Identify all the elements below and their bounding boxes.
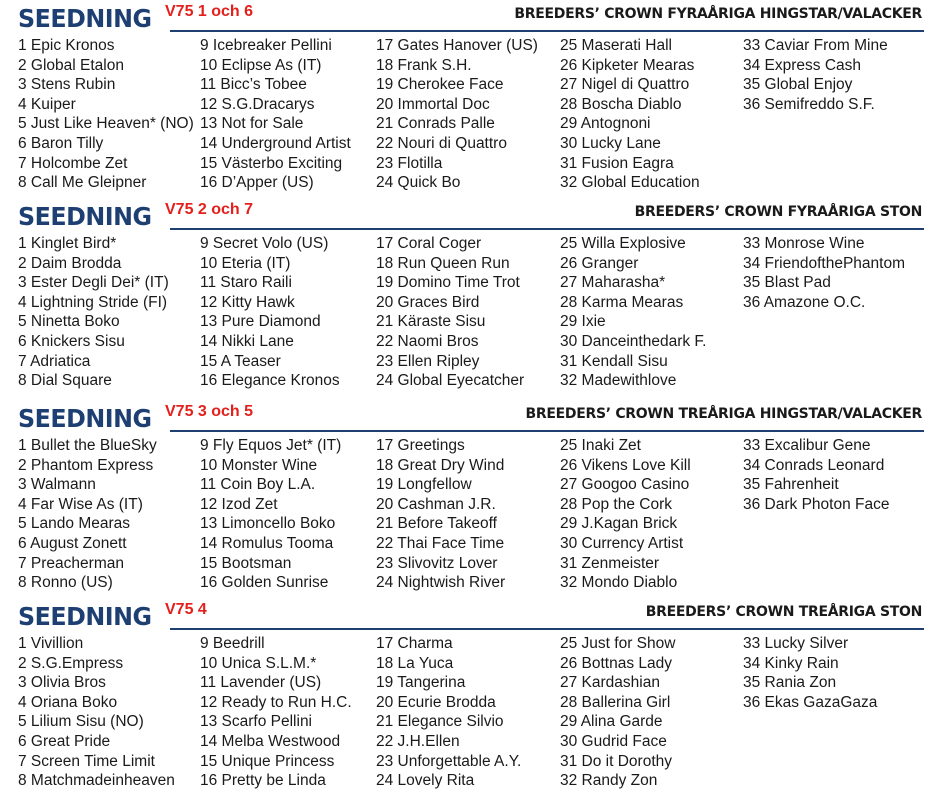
entry-column bbox=[18, 634, 175, 791]
list-item: 27 Nigel di Quattro bbox=[560, 76, 690, 94]
race-label: V75 4 bbox=[165, 601, 207, 618]
list-item: 11 Staro Raili bbox=[200, 274, 292, 292]
list-item: 31 Zenmeister bbox=[560, 554, 660, 572]
list-item: 19 Longfellow bbox=[376, 476, 472, 494]
list-item: 28 Pop the Cork bbox=[560, 495, 673, 513]
entry-column bbox=[376, 234, 524, 391]
list-item: 26 Kipketer Mearas bbox=[560, 56, 695, 74]
entry-column bbox=[376, 36, 538, 193]
list-item: 34 Express Cash bbox=[743, 56, 862, 74]
entry-column bbox=[560, 36, 700, 193]
list-item: 35 Global Enjoy bbox=[743, 76, 853, 94]
list-item: 22 Naomi Bros bbox=[376, 332, 479, 350]
list-item: 17 Gates Hanover (US) bbox=[376, 37, 538, 54]
entry-column bbox=[376, 634, 521, 791]
section-heading: SEEDNING bbox=[18, 404, 152, 433]
entry-column bbox=[560, 634, 675, 791]
entry-column bbox=[743, 234, 905, 312]
list-item: 11 Bicc’s Tobee bbox=[200, 76, 307, 94]
list-item: 17 Greetings bbox=[376, 437, 465, 454]
list-item: 4 Far Wise As (IT) bbox=[18, 495, 143, 513]
section-title: BREEDERS’ CROWN FYRAÅRIGA HINGSTAR/VALACKER bbox=[514, 6, 922, 22]
list-item: 35 Fahrenheit bbox=[743, 476, 839, 494]
list-item: 7 Holcombe Zet bbox=[18, 154, 128, 172]
list-item: 11 Lavender (US) bbox=[200, 674, 322, 692]
list-item: 19 Cherokee Face bbox=[376, 76, 504, 94]
list-item: 29 Ixie bbox=[560, 313, 606, 331]
list-item: 8 Matchmadeinheaven bbox=[18, 772, 175, 790]
list-item: 35 Rania Zon bbox=[743, 674, 837, 692]
list-item: 36 Amazone O.C. bbox=[743, 293, 866, 311]
list-item: 6 Great Pride bbox=[18, 732, 111, 750]
list-item: 9 Fly Equos Jet* (IT) bbox=[200, 437, 342, 454]
list-item: 36 Semifreddo S.F. bbox=[743, 95, 875, 113]
entry-column bbox=[200, 36, 351, 193]
list-item: 6 Knickers Sisu bbox=[18, 332, 125, 350]
list-item: 32 Randy Zon bbox=[560, 772, 658, 790]
list-item: 17 Coral Coger bbox=[376, 235, 482, 252]
list-item: 28 Boscha Diablo bbox=[560, 95, 682, 113]
list-item: 1 Kinglet Bird* bbox=[18, 235, 117, 252]
entry-column bbox=[560, 436, 691, 593]
list-item: 7 Preacherman bbox=[18, 554, 124, 572]
list-item: 14 Underground Artist bbox=[200, 134, 351, 152]
list-item: 3 Ester Degli Dei* (IT) bbox=[18, 274, 169, 292]
list-item: 14 Nikki Lane bbox=[200, 332, 294, 350]
list-item: 2 Daim Brodda bbox=[18, 254, 122, 272]
list-item: 36 Ekas GazaGaza bbox=[743, 693, 878, 711]
list-item: 4 Lightning Stride (FI) bbox=[18, 293, 168, 311]
list-item: 30 Danceinthedark F. bbox=[560, 332, 707, 350]
list-item: 17 Charma bbox=[376, 635, 453, 652]
list-item: 10 Unica S.L.M.* bbox=[200, 654, 317, 672]
list-item: 23 Ellen Ripley bbox=[376, 352, 480, 370]
list-item: 10 Monster Wine bbox=[200, 456, 318, 474]
list-item: 1 Bullet the BlueSky bbox=[18, 437, 157, 454]
list-item: 16 Elegance Kronos bbox=[200, 372, 340, 390]
list-item: 20 Ecurie Brodda bbox=[376, 693, 496, 711]
seedning-section bbox=[0, 400, 932, 600]
list-item: 8 Call Me Gleipner bbox=[18, 174, 147, 192]
list-item: 8 Dial Square bbox=[18, 372, 112, 390]
list-item: 10 Eclipse As (IT) bbox=[200, 56, 322, 74]
list-item: 15 A Teaser bbox=[200, 352, 281, 370]
list-item: 24 Global Eyecatcher bbox=[376, 372, 525, 390]
list-item: 27 Maharasha* bbox=[560, 274, 666, 292]
list-item: 25 Just for Show bbox=[560, 635, 676, 652]
list-item: 20 Graces Bird bbox=[376, 293, 480, 311]
list-item: 7 Screen Time Limit bbox=[18, 752, 155, 770]
list-item: 4 Kuiper bbox=[18, 95, 76, 113]
list-item: 30 Lucky Lane bbox=[560, 134, 661, 152]
list-item: 12 Ready to Run H.C. bbox=[200, 693, 352, 711]
list-item: 33 Excalibur Gene bbox=[743, 437, 871, 454]
list-item: 27 Googoo Casino bbox=[560, 476, 690, 494]
entry-column bbox=[743, 634, 877, 712]
list-item: 1 Vivillion bbox=[18, 635, 84, 652]
divider bbox=[170, 30, 924, 32]
list-item: 31 Do it Dorothy bbox=[560, 752, 672, 770]
list-item: 22 Thai Face Time bbox=[376, 534, 505, 552]
list-item: 26 Granger bbox=[560, 254, 639, 272]
list-item: 23 Flotilla bbox=[376, 154, 443, 172]
list-item: 18 Run Queen Run bbox=[376, 254, 510, 272]
list-item: 21 Conrads Palle bbox=[376, 115, 495, 133]
divider bbox=[170, 628, 924, 630]
list-item: 25 Willa Explosive bbox=[560, 235, 686, 252]
list-item: 21 Before Takeoff bbox=[376, 515, 497, 533]
entry-column bbox=[18, 36, 194, 193]
list-item: 24 Nightwish River bbox=[376, 574, 506, 592]
race-label: V75 2 och 7 bbox=[165, 201, 254, 218]
list-item: 16 Pretty be Linda bbox=[200, 772, 326, 790]
list-item: 8 Ronno (US) bbox=[18, 574, 113, 592]
divider bbox=[170, 430, 924, 432]
entry-column bbox=[376, 436, 505, 593]
entry-column bbox=[200, 634, 352, 791]
list-item: 32 Madewithlove bbox=[560, 372, 677, 390]
list-item: 27 Kardashian bbox=[560, 674, 660, 692]
list-item: 2 S.G.Empress bbox=[18, 654, 124, 672]
list-item: 4 Oriana Boko bbox=[18, 693, 118, 711]
list-item: 34 FriendofthePhantom bbox=[743, 254, 905, 272]
list-item: 16 D’Apper (US) bbox=[200, 174, 314, 192]
list-item: 9 Beedrill bbox=[200, 635, 265, 652]
list-item: 14 Romulus Tooma bbox=[200, 534, 334, 552]
list-item: 18 Great Dry Wind bbox=[376, 456, 505, 474]
list-item: 34 Kinky Rain bbox=[743, 654, 839, 672]
list-item: 13 Pure Diamond bbox=[200, 313, 321, 331]
seedning-section bbox=[0, 598, 932, 798]
list-item: 15 Västerbo Exciting bbox=[200, 154, 343, 172]
list-item: 24 Lovely Rita bbox=[376, 772, 475, 790]
entry-column bbox=[743, 436, 889, 514]
list-item: 29 Antognoni bbox=[560, 115, 651, 133]
list-item: 19 Domino Time Trot bbox=[376, 274, 520, 292]
list-item: 2 Phantom Express bbox=[18, 456, 154, 474]
list-item: 14 Melba Westwood bbox=[200, 732, 341, 750]
entry-column bbox=[743, 36, 888, 114]
list-item: 22 J.H.Ellen bbox=[376, 732, 460, 750]
list-item: 12 Kitty Hawk bbox=[200, 293, 295, 311]
list-item: 3 Stens Rubin bbox=[18, 76, 116, 94]
entry-column bbox=[560, 234, 706, 391]
list-item: 2 Global Etalon bbox=[18, 56, 124, 74]
entry-column bbox=[18, 436, 157, 593]
list-item: 7 Adriatica bbox=[18, 352, 91, 370]
race-label: V75 3 och 5 bbox=[165, 403, 254, 420]
entry-column bbox=[200, 234, 340, 391]
list-item: 15 Unique Princess bbox=[200, 752, 335, 770]
list-item: 18 La Yuca bbox=[376, 654, 454, 672]
race-label: V75 1 och 6 bbox=[165, 3, 254, 20]
list-item: 12 Izod Zet bbox=[200, 495, 278, 513]
list-item: 31 Kendall Sisu bbox=[560, 352, 668, 370]
list-item: 9 Icebreaker Pellini bbox=[200, 37, 332, 54]
entry-column bbox=[200, 436, 341, 593]
list-item: 6 August Zonett bbox=[18, 534, 127, 552]
list-item: 32 Global Education bbox=[560, 174, 700, 192]
section-heading: SEEDNING bbox=[18, 602, 152, 631]
list-item: 5 Just Like Heaven* (NO) bbox=[18, 115, 194, 133]
list-item: 32 Mondo Diablo bbox=[560, 574, 678, 592]
list-item: 18 Frank S.H. bbox=[376, 56, 472, 74]
entry-column bbox=[18, 234, 169, 391]
list-item: 33 Lucky Silver bbox=[743, 635, 849, 652]
list-item: 25 Inaki Zet bbox=[560, 437, 641, 454]
list-item: 31 Fusion Eagra bbox=[560, 154, 674, 172]
list-item: 33 Caviar From Mine bbox=[743, 37, 888, 54]
list-item: 12 S.G.Dracarys bbox=[200, 95, 315, 113]
list-item: 29 J.Kagan Brick bbox=[560, 515, 678, 533]
list-item: 3 Olivia Bros bbox=[18, 674, 106, 692]
divider bbox=[170, 228, 924, 230]
list-item: 28 Ballerina Girl bbox=[560, 693, 671, 711]
section-heading: SEEDNING bbox=[18, 202, 152, 231]
list-item: 16 Golden Sunrise bbox=[200, 574, 329, 592]
list-item: 21 Käraste Sisu bbox=[376, 313, 486, 331]
section-title: BREEDERS’ CROWN TREÅRIGA STON bbox=[645, 604, 922, 620]
section-title: BREEDERS’ CROWN TREÅRIGA HINGSTAR/VALACKER bbox=[525, 406, 922, 422]
list-item: 36 Dark Photon Face bbox=[743, 495, 890, 513]
list-item: 1 Epic Kronos bbox=[18, 37, 115, 54]
list-item: 21 Elegance Silvio bbox=[376, 713, 504, 731]
list-item: 5 Lando Mearas bbox=[18, 515, 131, 533]
list-item: 24 Quick Bo bbox=[376, 174, 461, 192]
list-item: 5 Lilium Sisu (NO) bbox=[18, 713, 144, 731]
list-item: 25 Maserati Hall bbox=[560, 37, 672, 54]
list-item: 13 Scarfo Pellini bbox=[200, 713, 313, 731]
list-item: 9 Secret Volo (US) bbox=[200, 235, 329, 252]
section-heading: SEEDNING bbox=[18, 4, 152, 33]
list-item: 20 Immortal Doc bbox=[376, 95, 490, 113]
list-item: 13 Not for Sale bbox=[200, 115, 304, 133]
list-item: 28 Karma Mearas bbox=[560, 293, 684, 311]
list-item: 30 Gudrid Face bbox=[560, 732, 667, 750]
list-item: 11 Coin Boy L.A. bbox=[200, 476, 316, 494]
list-item: 33 Monrose Wine bbox=[743, 235, 865, 252]
list-item: 29 Alina Garde bbox=[560, 713, 663, 731]
list-item: 23 Unforgettable A.Y. bbox=[376, 752, 522, 770]
list-item: 5 Ninetta Boko bbox=[18, 313, 120, 331]
list-item: 15 Bootsman bbox=[200, 554, 292, 572]
seedning-section bbox=[0, 198, 932, 398]
list-item: 3 Walmann bbox=[18, 476, 96, 494]
seedning-section bbox=[0, 0, 932, 200]
list-item: 34 Conrads Leonard bbox=[743, 456, 885, 474]
list-item: 10 Eteria (IT) bbox=[200, 254, 291, 272]
list-item: 26 Bottnas Lady bbox=[560, 654, 673, 672]
list-item: 23 Slivovitz Lover bbox=[376, 554, 498, 572]
list-item: 35 Blast Pad bbox=[743, 274, 831, 292]
list-item: 19 Tangerina bbox=[376, 674, 466, 692]
list-item: 20 Cashman J.R. bbox=[376, 495, 496, 513]
list-item: 13 Limoncello Boko bbox=[200, 515, 336, 533]
list-item: 22 Nouri di Quattro bbox=[376, 134, 507, 152]
list-item: 26 Vikens Love Kill bbox=[560, 456, 691, 474]
list-item: 6 Baron Tilly bbox=[18, 134, 104, 152]
list-item: 30 Currency Artist bbox=[560, 534, 684, 552]
section-title: BREEDERS’ CROWN FYRAÅRIGA STON bbox=[634, 204, 922, 220]
